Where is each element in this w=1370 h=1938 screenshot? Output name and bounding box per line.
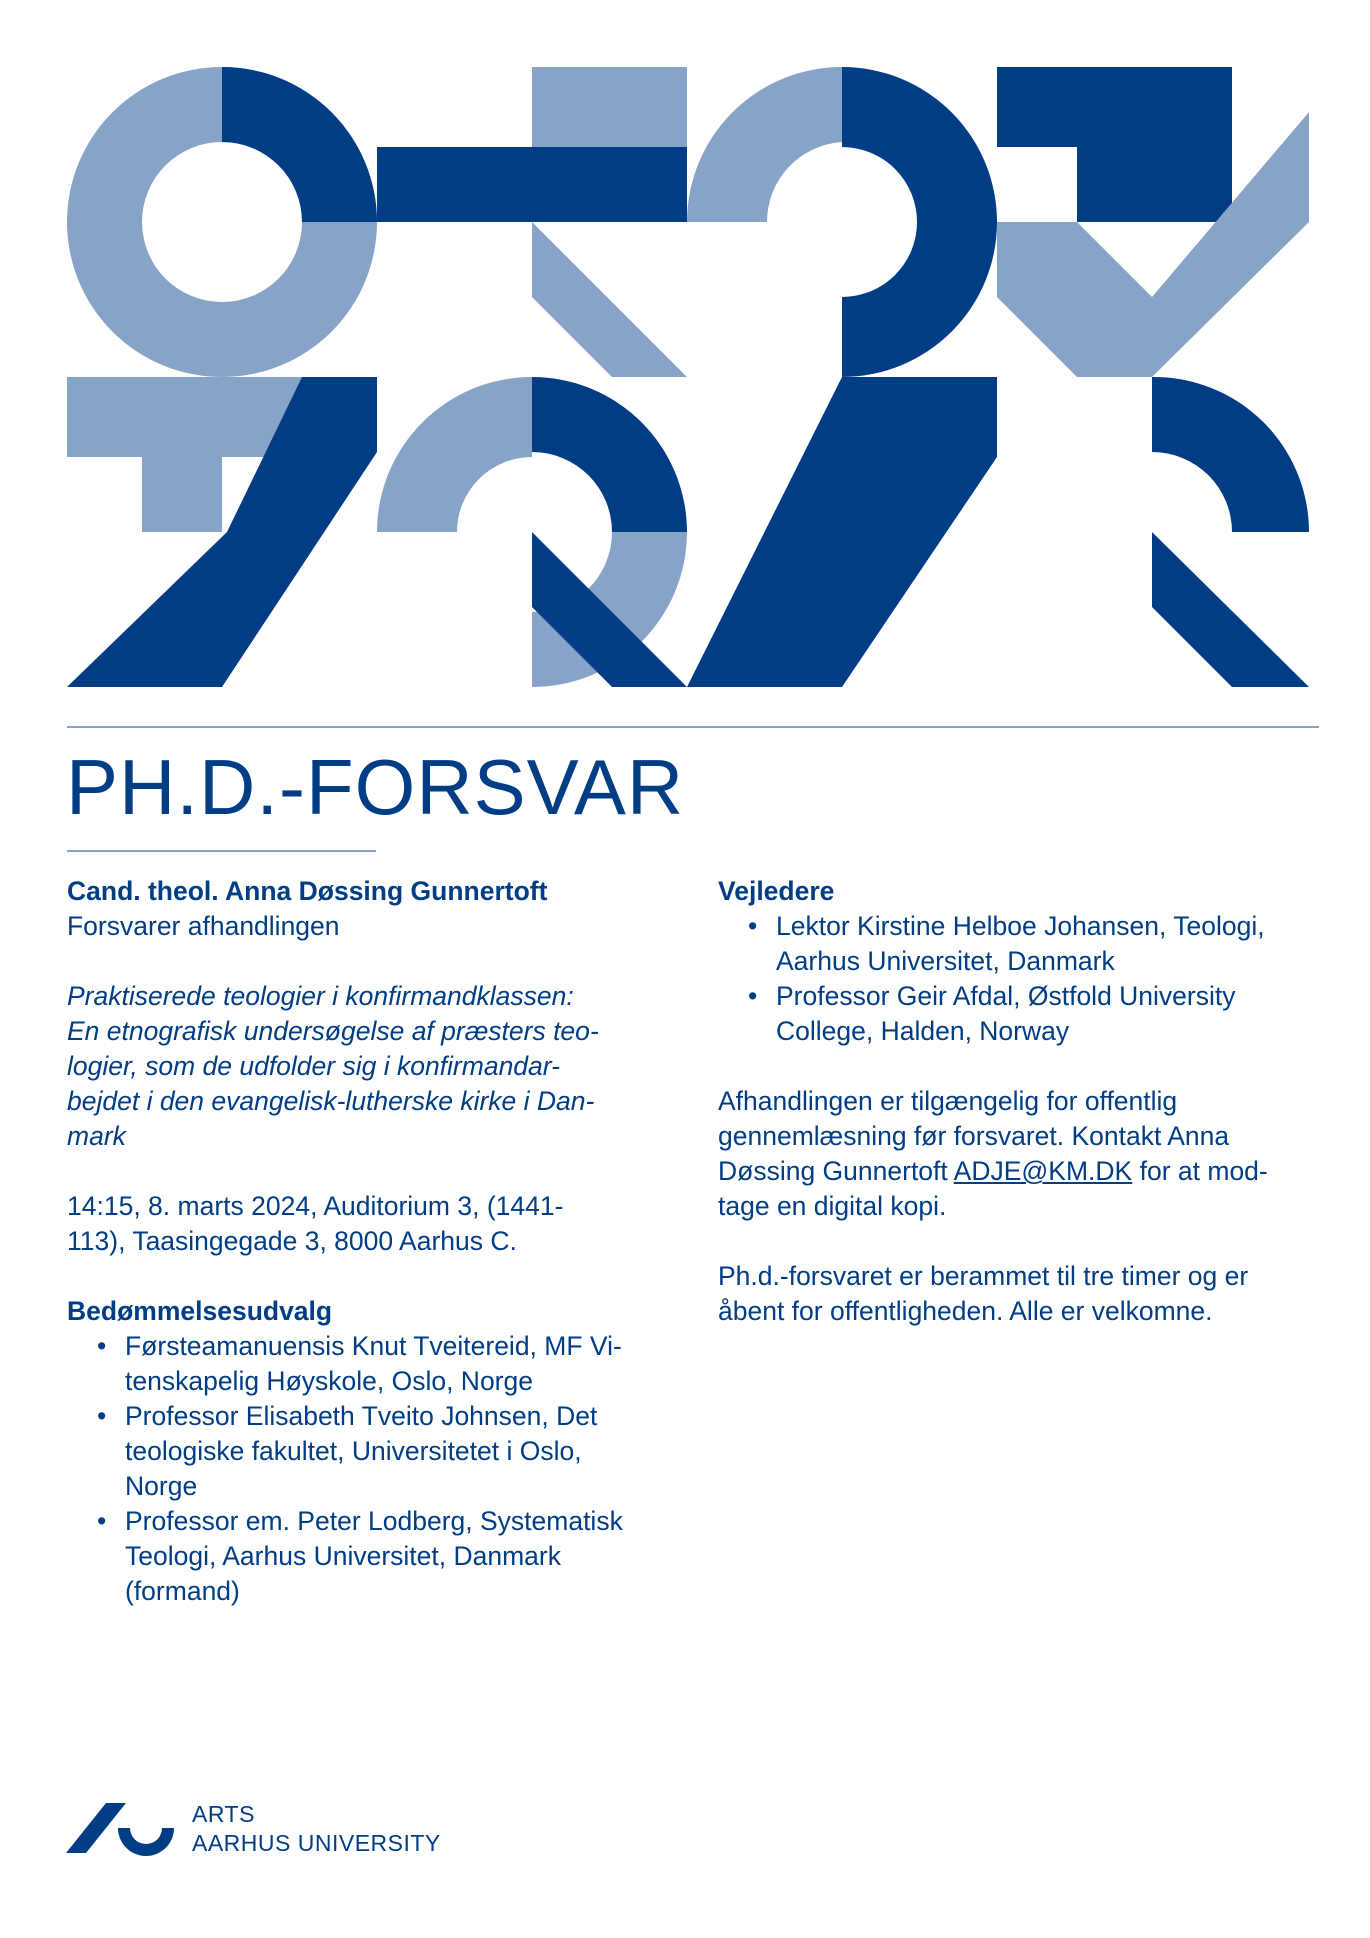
diagonal-shape-dark <box>687 377 997 687</box>
triangle-shape-light <box>532 222 687 377</box>
availability-text: for at mod- <box>1132 1156 1268 1186</box>
block-shape-dark <box>997 67 1232 222</box>
geometric-header-artwork <box>0 0 1370 700</box>
list-item-line: teologiske fakultet, Universitetet i Oslo, <box>125 1436 582 1466</box>
list-item-line: (formand) <box>125 1576 240 1606</box>
availability-line: Afhandlingen er tilgængelig for offentlig <box>718 1086 1178 1116</box>
quarter-shape-light <box>377 377 532 532</box>
diagonal-shape-dark <box>1152 532 1309 687</box>
closing-line: Ph.d.-forsvaret er berammet til tre timer og er <box>718 1261 1249 1291</box>
thesis-title-line: mark <box>67 1121 126 1151</box>
candidate-role: Forsvarer afhandlingen <box>67 911 340 941</box>
logo-text <box>192 1800 441 1858</box>
committee-list <box>67 1329 667 1609</box>
quarter-shape-dark <box>1152 377 1309 532</box>
list-item-line: Norge <box>125 1471 198 1501</box>
list-item-line: • Professor Geir Afdal, Østfold University <box>776 981 1236 1011</box>
list-item-line: College, Halden, Norway <box>776 1016 1070 1046</box>
logo-line-university: AARHUS UNIVERSITY <box>192 1830 441 1856</box>
supervisors-list <box>718 909 1318 1049</box>
thesis-title <box>67 979 667 1154</box>
availability-block <box>718 1084 1318 1224</box>
page-title: PH.D.-FORSVAR <box>66 743 685 831</box>
list-item-line: • Førsteamanuensis Knut Tveitereid, MF Vi- <box>125 1331 622 1361</box>
bar-shape-dark <box>377 147 687 222</box>
quarter-shape-light <box>687 67 842 222</box>
event-line: 14:15, 8. marts 2024, Auditorium 3, (1441- <box>67 1191 564 1221</box>
list-item <box>718 909 1318 979</box>
thesis-title-line: Praktiserede teologier i konfirmandklassen: <box>67 981 574 1011</box>
logo-line-arts: ARTS <box>192 1801 255 1827</box>
title-underline <box>67 850 376 852</box>
quarter-shape-dark <box>532 377 687 532</box>
list-item-line: tenskapelig Høyskole, Oslo, Norge <box>125 1366 533 1396</box>
committee-block <box>67 1294 667 1609</box>
event-details <box>67 1189 667 1259</box>
availability-line: tage en digital kopi. <box>718 1191 947 1221</box>
availability-line <box>718 1154 1318 1189</box>
closing-block <box>718 1259 1318 1329</box>
list-item-line: • Professor Elisabeth Tveito Johnsen, Det <box>125 1401 598 1431</box>
candidate-name: Cand. theol. Anna Døssing Gunnertoft <box>67 876 548 906</box>
list-item <box>67 1399 667 1504</box>
list-item-line: • Lektor Kirstine Helboe Johansen, Teologi, <box>776 911 1265 941</box>
event-line: 113), Taasingegade 3, 8000 Aarhus C. <box>67 1226 517 1256</box>
list-item-line: • Professor em. Peter Lodberg, Systematisk <box>125 1506 623 1536</box>
availability-text: Døssing Gunnertoft <box>718 1156 954 1186</box>
left-column <box>67 874 667 1644</box>
list-item <box>67 1504 667 1609</box>
email-link[interactable]: ADJE@KM.DK <box>953 1156 1133 1186</box>
list-item <box>718 979 1318 1049</box>
availability-line: gennemlæsning før forsvaret. Kontakt Anna <box>718 1121 1230 1151</box>
divider-line <box>67 726 1319 728</box>
supervisors-heading: Vejledere <box>718 876 835 906</box>
closing-line: åbent for offentligheden. Alle er velkomne. <box>718 1296 1213 1326</box>
list-item-line: Teologi, Aarhus Universitet, Danmark <box>125 1541 561 1571</box>
list-item-line: Aarhus Universitet, Danmark <box>776 946 1115 976</box>
candidate-block <box>67 874 667 944</box>
half-ring-shape-dark <box>842 67 997 377</box>
right-column <box>718 874 1318 1364</box>
list-item <box>67 1329 667 1399</box>
committee-heading: Bedømmelsesudvalg <box>67 1296 333 1326</box>
thesis-title-line: logier, som de udfolder sig i konfirmandar- <box>67 1051 560 1081</box>
thesis-title-line: En etnografisk undersøgelse af præsters teo- <box>67 1016 599 1046</box>
thesis-title-line: bejdet i den evangelisk-lutherske kirke i Dan- <box>67 1086 595 1116</box>
supervisors-block <box>718 874 1318 1049</box>
au-logo-icon <box>66 1800 174 1856</box>
